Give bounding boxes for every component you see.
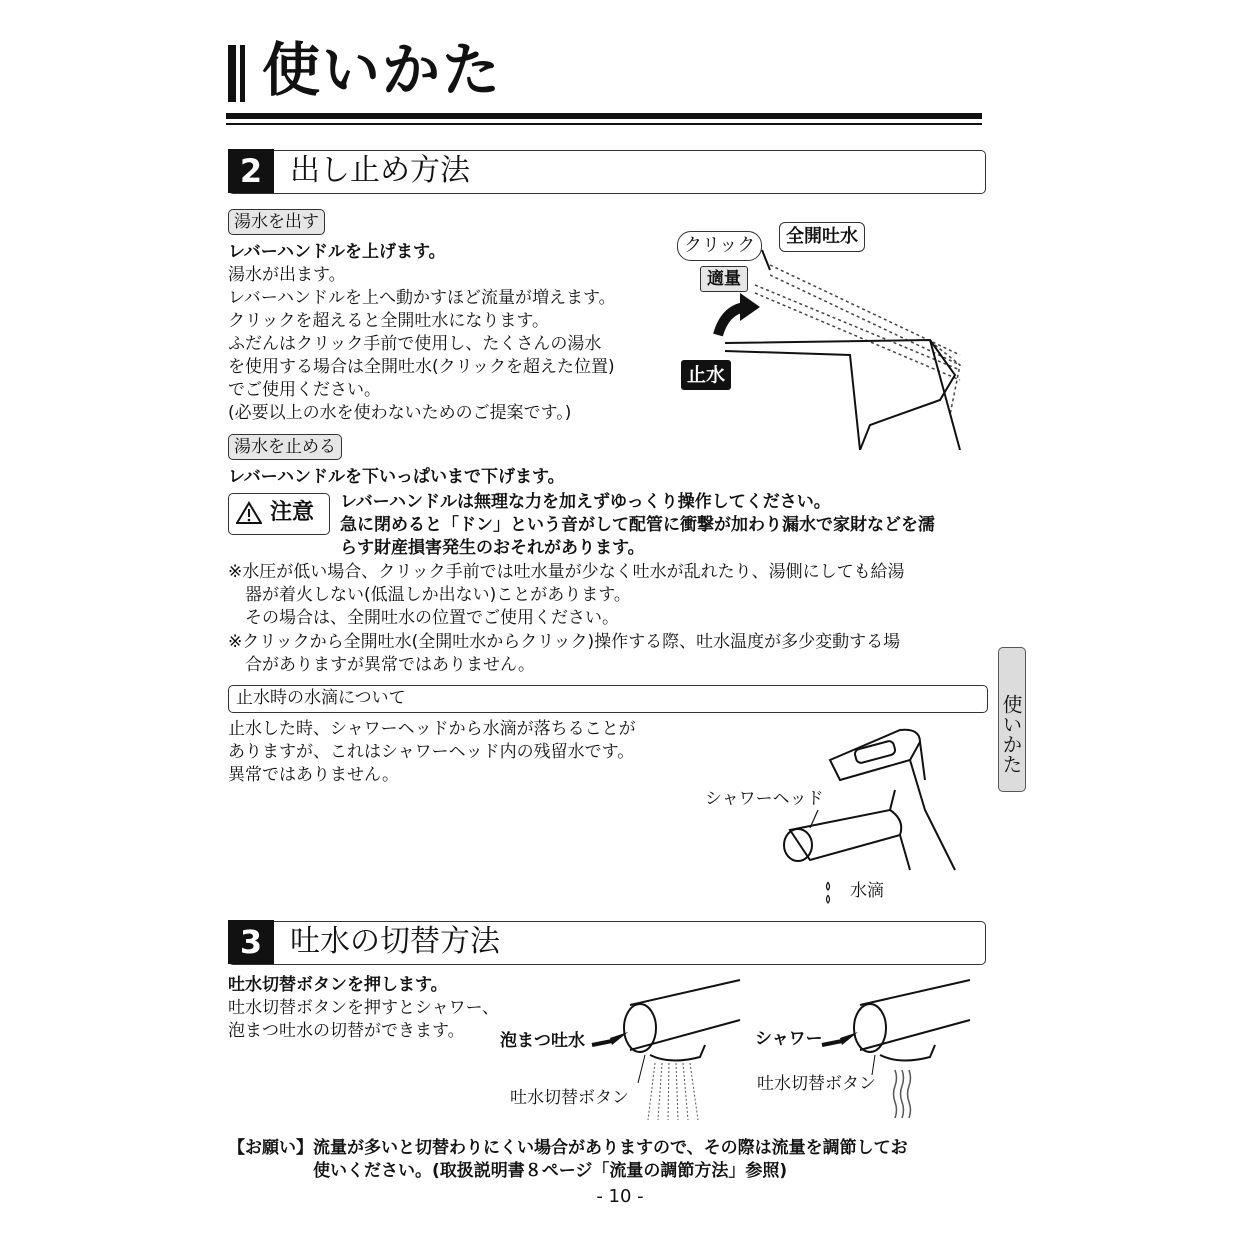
section2-number: 2 — [228, 149, 274, 193]
hot-water-off-lead: レバーハンドルを下いっぱいまで下げます。 — [228, 467, 565, 487]
section3-number: 3 — [228, 920, 274, 964]
shower-label: シャワー — [755, 1029, 823, 1049]
moderate-label: 適量 — [700, 266, 748, 292]
note-2: ※クリックから全開吐水(全開吐水からクリック)操作する際、吐水温度が多少変動する場 合がありますが異常ではありません。 — [228, 632, 901, 675]
request-note: 【お願い】流量が多いと切替わりにくい場合がありますので、その際は流量を調節してお 使いください。(取扱説明書８ページ「流量の調節方法」参照) — [228, 1138, 908, 1181]
click-label: クリック — [677, 231, 762, 261]
title-bar-gap — [236, 45, 240, 102]
switch-button-label-1: 吐水切替ボタン — [510, 1088, 629, 1108]
switch-button-label-2: 吐水切替ボタン — [757, 1074, 876, 1094]
hot-water-on-lead: レバーハンドルを上げます。 — [228, 242, 446, 262]
drip-heading: 止水時の水滴について — [236, 688, 406, 708]
drop-label: 水滴 — [850, 881, 884, 901]
section3-title: 吐水の切替方法 — [290, 924, 500, 959]
stop-label: 止水 — [681, 360, 731, 390]
title-rule — [226, 113, 982, 119]
hot-water-on-tag: 湯水を出す — [228, 209, 325, 235]
switch-lead: 吐水切替ボタンを押します。 — [228, 975, 448, 995]
full-open-label: 全開吐水 — [779, 222, 865, 252]
hot-water-on-text: 湯水が出ます。 レバーハンドルを上へ動かすほど流量が増えます。 クリックを超えると全開吐水になります。 ふだんはクリック手前で使用し、たくさんの湯水 を使用する場合は全開吐水(クリックを超えた位置) でご使用ください。 (必要以上の水を使わないためのご提案です。) — [228, 265, 616, 423]
switch-text: 吐水切替ボタンを押すとシャワー、 泡まつ吐水の切替ができます。 — [228, 998, 499, 1041]
section2-title: 出し止め方法 — [290, 153, 470, 188]
caution-label: 注意 — [270, 500, 315, 525]
hot-water-off-tag: 湯水を止める — [228, 434, 342, 460]
drip-text: 止水した時、シャワーヘッドから水滴が落ちることが ありますが、これはシャワーヘッド内の残留水です。 異常ではありません。 — [228, 719, 636, 785]
shower-head-label: シャワーヘッド — [705, 789, 824, 809]
caution-text: レバーハンドルは無理な力を加えずゆっくり操作してください。 急に閉めると「ドン」という音がして配管に衝撃が加わり漏水で家財などを濡 らす財産損害発生のおそれがあります。 — [340, 492, 935, 558]
note-1: ※水圧が低い場合、クリック手前では吐水量が少なく吐水が乱れたり、湯側にしても給湯 器が着火しない(低温しか出ない)ことがあります。 その場合は、全開吐水の位置でご使用ください。 — [228, 562, 905, 628]
title-rule-thin — [226, 123, 982, 125]
warning-icon — [236, 501, 262, 525]
page-title: 使いかた — [262, 36, 503, 104]
page-number: - 10 - — [596, 1186, 644, 1207]
foam-label: 泡まつ吐水 — [500, 1031, 585, 1051]
side-tab-usage[interactable]: 使いかた — [998, 647, 1026, 792]
